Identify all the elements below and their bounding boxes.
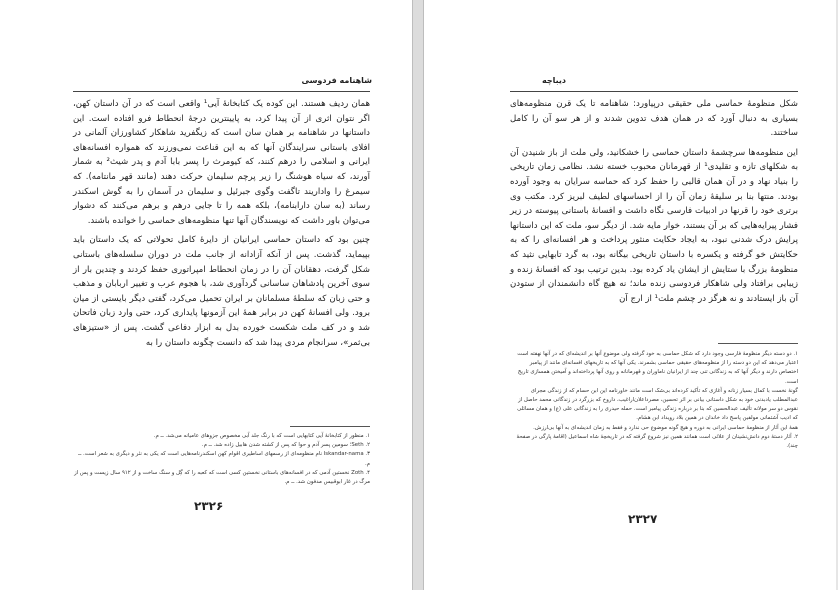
- footnote: ۲. Seth؛ سومین پسر آدم و حوا که پس از کشته شدن هابیل زاده شد. ــ م.: [201, 442, 370, 449]
- header-rule: [73, 91, 370, 92]
- footnote-rule: [290, 426, 370, 427]
- footnote: ۱. دو دسته دیگر منظومهٔ فارسی وجود دارد که شکل حماسی به خود گرفته ولی موضوع آنها بر اندیشه‌ای که در آنها نهفته است اعتبار می‌دهد که این دو دسته را از منظومه‌های حقیقی حماسی بشمرند. یکی آنها که به تاریخهای افسانه‌ای مانند از پیامبر اختصاص دارند و دیگر آنها که به زندگانی تنی چند از ایرانیان ناماوران و قهرمانانه و روی آنها پرداخته‌اند و آمیختن همسازی تاریخ است.: [517, 351, 798, 385]
- footnote: ۴. Zoth نخستین آدمی که در افسانه‌های باستانی نخستین کسی است که کعبه را که گِل و سنگ ساخت و از ۹۱۲ سال زیست و پس از مرگ در غار ابوقبیس مدفون شد. ــ م.: [74, 469, 370, 486]
- footnote: گونهٔ نخست با کمال بسیار زنانه و آغازی که تأکید کرده‌اند بی‌شک است مانند خاورنامه این ابن حسام که از زندگی مجرای عبدالمطلب یادبدنی خود به شکل داستانی بیانی بر اثر تحسین، مصرداعلان‌اراغیب، داروخ که بزرگرد در زندگانی محمد حاصل از نقوس دو سر مولانه تألیف عبدالحسین که بنا بر درباره زندگی پیامبر است. حمله حیدری را به زندگانی علی (ع) و همان مسائلی که ادیب آشتمانی مولفین پاسخ داد خاندان در همین بلاد رویداد ابن هشام.: [517, 387, 798, 422]
- footnotes: [510, 350, 798, 451]
- right-page: [424, 0, 836, 590]
- footnote-rule: [718, 343, 798, 344]
- book-gutter: [412, 0, 424, 590]
- body-text: [73, 97, 370, 355]
- footnotes: [73, 432, 370, 487]
- header-rule: [510, 91, 798, 92]
- footnote: ۱. منظور از کتابخانهٔ آیی کتابهایی است که با رنگ جلد آبی مخصوص جزوهای عامیانه می‌شد. ــ م.: [153, 433, 370, 439]
- page-number: ۲۳۲۶: [194, 499, 224, 513]
- paragraph: همان ردیف هستند. این کوده یک کتابخانهٔ آیی¹ واقعی است که در آن داستان کهن، اگر نتوان اثری از آن پیدا کرد، به پایینترین درجهٔ انحطاط فرو افتاده است. این داستانها در شاهنامه بر همان سان است که زیگفرید شاهکار کشاورزان آلمانی در افلای باستانی سرایندگان آنها که به این قناعت نمی‌ورزند که همواره افسانه‌های ایرانی و اسلامی را درهم کنند، که کیومرث را پسر بابا آدم و پدر شیث² به شمار آورند، که سیاه هوشنگ را زیر پرچم سلیمان حرکت دهند (مانند قهر مانتامه). که سیمرغ را واداریند تاگفت وگوی جبرئیل و سلیمان در آسمان را به گوش اسکندر رساند (به سان دارابنامه)، بلکه همه را تا جایی درهم و برهم می‌کنند که دشوار می‌توان باور داشت که نویسندگان آنها تنها منظومه‌های حماسی را خوانده باشند.: [73, 99, 370, 226]
- running-head: دیباچه: [542, 76, 566, 85]
- paragraph: این منظومه‌ها سرچشمهٔ داستان حماسی را خشکانید، ولی ملت از باز شنیدن آن به شکلهای تازه و تقلیدی¹ از قهرمانان محبوب خسته نشد. نظامی زمان تاریخی را بنیاد نهاد و در آن همان قالبی را حفظ کرد که حماسه سرایان به وجود آورده بودند. منتها بنا بر سلیقهٔ زمان آن را از احساسهای لطیف لبریز کرد. مکتب وی برتری خود را قرنها در ادبیات فارسی نگاه داشت و افسانهٔ باستانی پیوسته در زیر فشار پیرایه‌هایی که بر آن بستند، خوار مایه شد. از دیگر سو، ملت که این داستانها پرایش درک شدنی نبود، به ایجاد حکایت منثور پرداخت و هر افسانه‌ای را که به حکایتش خو گرفته و یکسره با داستان تاریخی بیگانه بود، به گرد تابهایی نثید که منظومهٔ بزرگ با ستایش از ایشان یاد کرده بود. بدین ترتیب بود که افسانهٔ زنده و زیبایی برافتاد ولی شاهکار فردوسی زنده ماند؛ نه هیچ گاه دانشمندان از ستودن آن باز ایستادند و نه هرگز در چشم ملت¹ از ارج آن: [510, 147, 798, 304]
- paragraph: شکل منظومهٔ حماسی ملی حقیقی درپیاورد: شاهنامه تا یک قرن منظومه‌های بسیاری به دنبال آورد که در همان هدف تدوین شدند و از هر سو آن را کامل ساختند.: [510, 99, 798, 139]
- footnote: ۲. آثار دستهٔ دوم دانش‌نشینان از علائی است همانند همین نیز شروع گرفته که در تاریخچهٔ شاه اسماعیل (اقامهٔ پارگی در صفحهٔ چند).: [516, 433, 798, 450]
- body-text: [510, 97, 798, 311]
- footnote: همهٔ این آثار از منظومهٔ حماسی ایرانی به دوره و هیچ گونه موضوع حی ندارد و فقط به زمان اندیشه‌ای به آنها بی‌ارزش.: [533, 424, 798, 431]
- footnote: ۳. Iskandar-nama نام منظومه‌ای از رسمهای اساطیری اقوام کهن اسکندرنامه‌هایی است که یکی به نثر و دیگری به شعر است. ــ م.: [78, 451, 370, 467]
- left-page: [0, 0, 412, 590]
- page-number: ۲۳۲۷: [628, 512, 658, 526]
- paragraph: چنین بود که داستان حماسی ایرانیان از دایرهٔ کامل تحولاتی که یک داستان باید بپیماید، گذشت. پس از آنکه آزادانه از جانب ملت در دوران سلسله‌های باستانی شکل گرفت، دهقانان آن را در زمان انحطاط امپراتوری حفظ کردند و چندین بار از سوی آخرین پادشاهان ساسانی گردآوری شد، با هجوم عرب و تغییر اربابان و مذهب و حتی زبان که سلطهٔ مسلمانان بر ایران تحمیل می‌کرد، گفتی دیگر بایستی از میان برود. ولی افسانهٔ کهن در برابر همهٔ این آزمونها پایداری کرد، حتی وارد زبان فاتحان شد و در کف ملت شکست خورده بدل به ابزار دفاعی گشت. پس از «ستیزهای بی‌ثمر»، سرانجام مردی پیدا شد که دانست چگونه داستان را به: [73, 235, 370, 348]
- running-head: شاهنامه فردوسی: [301, 76, 372, 85]
